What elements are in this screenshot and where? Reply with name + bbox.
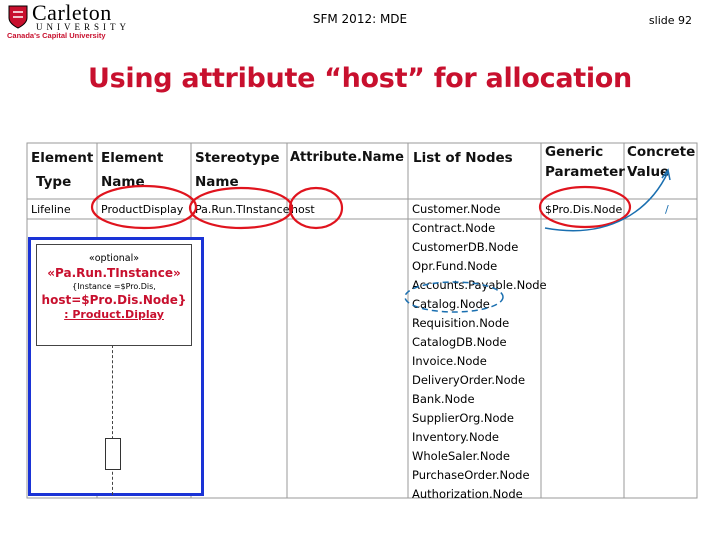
activation-box: [105, 438, 121, 470]
cell-element-type: Lifeline: [31, 203, 71, 216]
node-item: SupplierOrg.Node: [412, 411, 514, 425]
cell-generic-parameter: $Pro.Dis.Node: [545, 203, 623, 216]
conference-label: SFM 2012: MDE: [312, 12, 408, 26]
header-element-type-line2: Type: [36, 174, 72, 190]
logo-wordmark: Carleton: [32, 0, 112, 25]
header-element-name: [101, 146, 163, 194]
lifeline-head: [36, 244, 192, 346]
node-item: Contract.Node: [412, 221, 496, 235]
lifeline-dashed-line: [112, 345, 113, 495]
stereotype-optional: «optional»: [88, 253, 140, 264]
cell-element-name: ProductDisplay: [101, 203, 184, 216]
header-concrete-value: [627, 142, 695, 182]
cell-stereotype-name: Pa.Run.TInstance: [195, 203, 290, 216]
logo-university: UNIVERSITY: [36, 22, 130, 32]
header-generic-parameter: [545, 142, 625, 182]
header-stereotype-line1: Stereotype: [195, 150, 280, 166]
slide-number: slide 92: [648, 14, 692, 27]
tag-instance: {Instance =$Pro.Dis,: [72, 282, 156, 291]
logo-tagline: Canada's Capital University: [7, 31, 106, 40]
node-item: Bank.Node: [412, 392, 475, 406]
header-concrete-line2: Value: [627, 164, 670, 180]
slide-title: Using attribute “host” for allocation: [88, 63, 632, 94]
node-item: Accounts.Payable.Node: [412, 278, 547, 292]
node-list: [412, 200, 547, 504]
node-item: Opr.Fund.Node: [412, 259, 498, 273]
node-item: Inventory.Node: [412, 430, 499, 444]
header-list-of-nodes: List of Nodes: [413, 150, 513, 166]
node-item: Customer.Node: [412, 202, 501, 216]
stereotype-name: «Pa.Run.TInstance»: [47, 266, 181, 280]
header-stereotype-name: [195, 146, 280, 194]
header-stereotype-line2: Name: [195, 174, 239, 190]
tag-host: host=$Pro.Dis.Node}: [41, 293, 187, 307]
header-generic-line1: Generic: [545, 144, 604, 160]
header-element-type: [31, 146, 93, 194]
node-item: WholeSaler.Node: [412, 449, 510, 463]
instance-name: : Product.Diplay: [64, 308, 164, 321]
node-item: Requisition.Node: [412, 316, 510, 330]
node-item: Authorization.Node: [412, 487, 523, 501]
node-item: Invoice.Node: [412, 354, 487, 368]
header-attribute-name: Attribute.Name: [290, 150, 404, 165]
cell-attribute-name: host: [291, 203, 315, 216]
cell-concrete-value: /: [665, 203, 669, 216]
header-element-type-line1: Element: [31, 150, 94, 166]
node-item: DeliveryOrder.Node: [412, 373, 526, 387]
node-item: Catalog.Node: [412, 297, 490, 311]
header-element-name-line2: Name: [101, 174, 145, 190]
header-element-name-line1: Element: [101, 150, 164, 166]
header-generic-line2: Parameter: [545, 164, 625, 180]
header-concrete-line1: Concrete: [627, 144, 696, 160]
node-item: PurchaseOrder.Node: [412, 468, 530, 482]
node-item: CustomerDB.Node: [412, 240, 519, 254]
node-item: CatalogDB.Node: [412, 335, 507, 349]
